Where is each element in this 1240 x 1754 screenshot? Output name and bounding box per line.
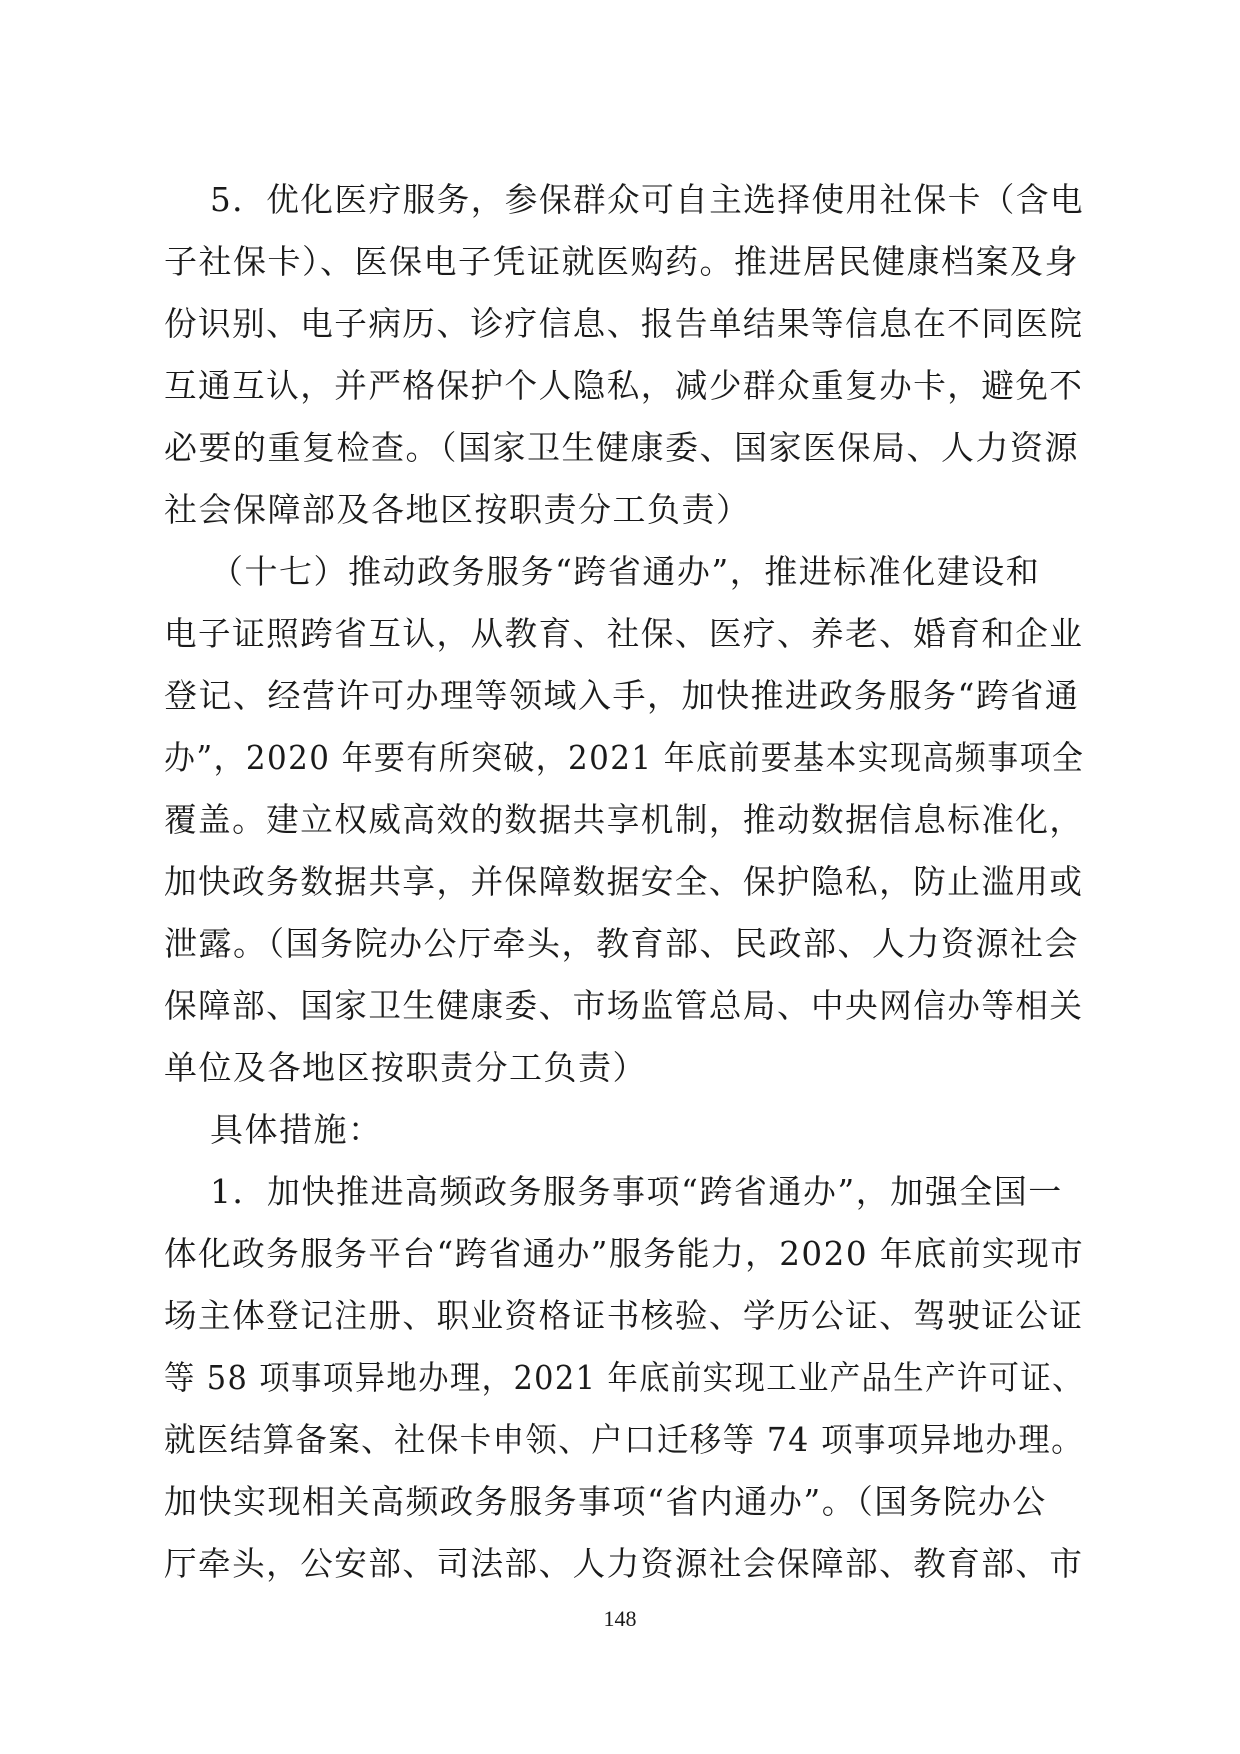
text-line: 单位及各地区按职责分工负责） <box>164 1048 647 1087</box>
text-line: 子社保卡）、医保电子凭证就医购药。推进居民健康档案及身 <box>164 242 1079 281</box>
text-line: 加快政务数据共享，并保障数据安全、保护隐私，防止滥用或 <box>164 862 1084 901</box>
text-line: 保障部、国家卫生健康委、市场监管总局、中央网信办等相关 <box>164 986 1084 1025</box>
text-line: 厅牵头，公安部、司法部、人力资源社会保障部、教育部、市 <box>164 1544 1084 1583</box>
text-line: 加快实现相关高频政务服务事项“省内通办”。（国务院办公 <box>164 1482 1047 1521</box>
text-line: 就医结算备案、社保卡申领、户口迁移等 74 项事项异地办理。 <box>164 1420 1085 1459</box>
text-line: 场主体登记注册、职业资格证书核验、学历公证、驾驶证公证 <box>164 1296 1084 1335</box>
text-line: 1．加快推进高频政务服务事项“跨省通办”，加强全国一 <box>210 1172 1063 1211</box>
text-line: 覆盖。建立权威高效的数据共享机制，推动数据信息标准化， <box>164 800 1084 839</box>
text-line: 5．优化医疗服务，参保群众可自主选择使用社保卡（含电 <box>210 180 1085 219</box>
text-line: 泄露。（国务院办公厅牵头，教育部、民政部、人力资源社会 <box>164 924 1079 963</box>
text-line: 体化政务服务平台“跨省通办”服务能力，2020 年底前实现市 <box>164 1234 1085 1273</box>
text-line: 等 58 项事项异地办理，2021 年底前实现工业产品生产许可证、 <box>164 1358 1084 1397</box>
text-line: 登记、经营许可办理等领域入手，加快推进政务服务“跨省通 <box>164 676 1080 715</box>
page-number: 148 <box>603 1606 637 1631</box>
text-line: 电子证照跨省互认，从教育、社保、医疗、养老、婚育和企业 <box>164 614 1084 653</box>
text-line: 互通互认，并严格保护个人隐私，减少群众重复办卡，避免不 <box>164 366 1084 405</box>
text-line: 必要的重复检查。（国家卫生健康委、国家医保局、人力资源 <box>164 428 1079 467</box>
text-line: （十七）推动政务服务“跨省通办”，推进标准化建设和 <box>210 552 1041 591</box>
text-line: 办”，2020 年要有所突破，2021 年底前要基本实现高频事项全 <box>164 738 1085 777</box>
text-line: 份识别、电子病历、诊疗信息、报告单结果等信息在不同医院 <box>164 304 1084 343</box>
text-line: 社会保障部及各地区按职责分工负责） <box>164 490 751 529</box>
text-line: 具体措施： <box>210 1110 383 1149</box>
